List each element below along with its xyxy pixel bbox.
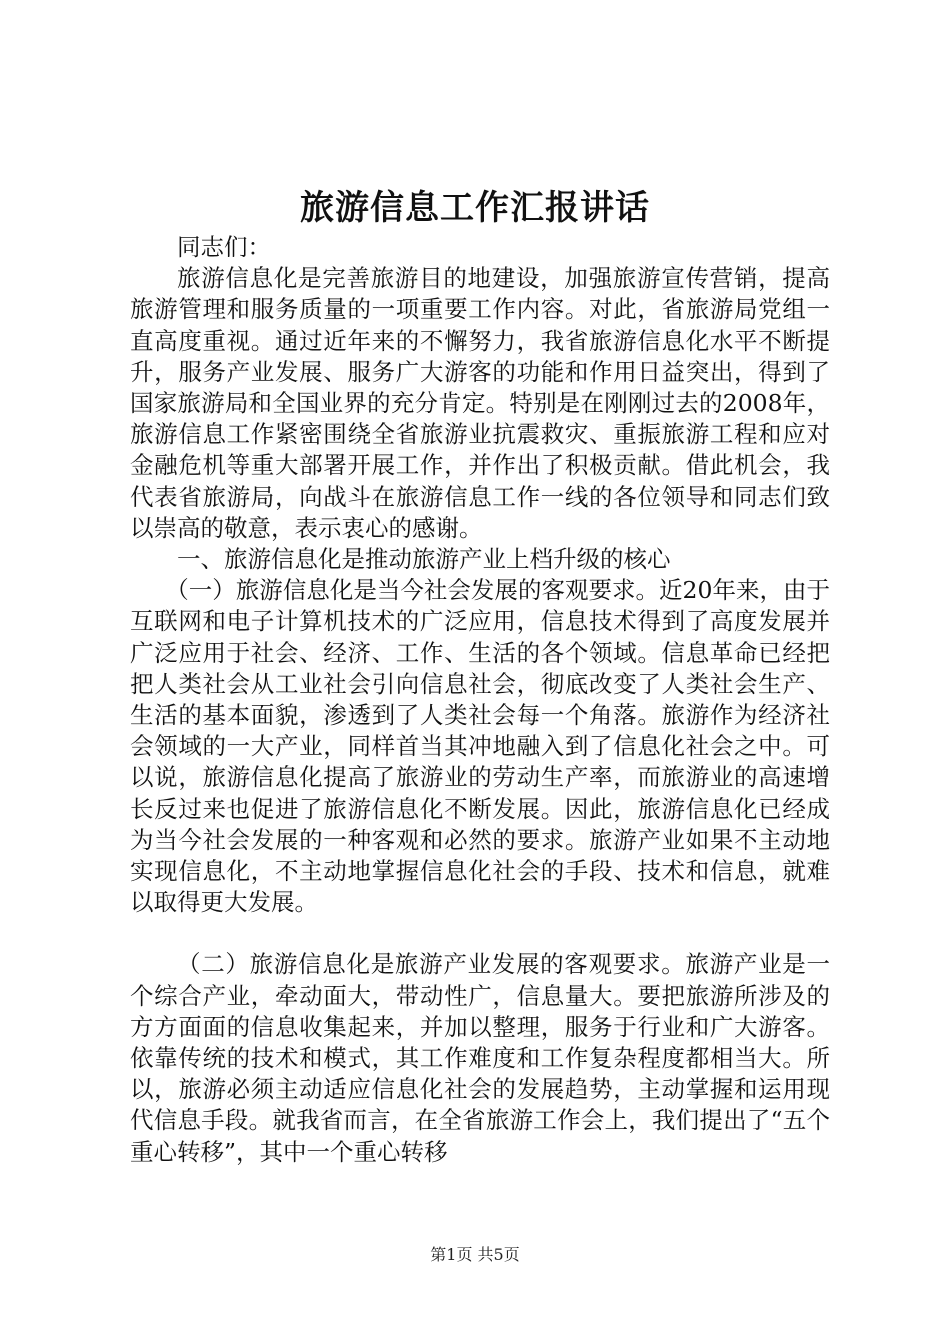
document-body <box>130 232 830 1168</box>
paragraph-subsection-1: （一）旅游信息化是当今社会发展的客观要求。近20年来，由于互联网和电子计算机技术的广泛应用，信息技术得到了高度发展并广泛应用于社会、经济、工作、生活的各个领域。信息革命已经把把人类社会从工业社会引向信息社会，彻底改变了人类社会生产、生活的基本面貌，渗透到了人类社会每一个角落。旅游作为经济社会领域的一大产业，同样首当其冲地融入到了信息化社会之中。可以说，旅游信息化提高了旅游业的劳动生产率，而旅游业的高速增长反过来也促进了旅游信息化不断发展。因此，旅游信息化已经成为当今社会发展的一种客观和必然的要求。旅游产业如果不主动地实现信息化，不主动地掌握信息化社会的手段、技术和信息，就难以取得更大发展。 <box>130 576 830 917</box>
page-footer: 第1页 共5页 <box>430 1245 520 1264</box>
greeting: 同志们： <box>177 233 271 261</box>
paragraph-subsection-2: （二）旅游信息化是旅游产业发展的客观要求。旅游产业是一个综合产业，牵动面大，带动性广，信息量大。要把旅游所涉及的方方面面的信息收集起来，并加以整理，服务于行业和广大游客。依靠传统的技术和模式，其工作难度和工作复杂程度都相当大。所以，旅游必须主动适应信息化社会的发展趋势，主动掌握和运用现代信息手段。就我省而言，在全省旅游工作会上，我们提出了“五个重心转移”，其中一个重心转移 <box>130 950 830 1166</box>
document-title: 旅游信息工作汇报讲话 <box>300 188 650 228</box>
paragraph-spacer <box>130 918 830 949</box>
paragraph-intro: 旅游信息化是完善旅游目的地建设，加强旅游宣传营销，提高旅游管理和服务质量的一项重要工作内容。对此，省旅游局党组一直高度重视。通过近年来的不懈努力，我省旅游信息化水平不断提升，服务产业发展、服务广大游客的功能和作用日益突出，得到了国家旅游局和全国业界的充分肯定。特别是在刚刚过去的2008年，旅游信息工作紧密围绕全省旅游业抗震救灾、重振旅游工程和应对金融危机等重大部署开展工作，并作出了积极贡献。借此机会，我代表省旅游局，向战斗在旅游信息工作一线的各位领导和同志们致以崇高的敬意，表示衷心的感谢。 <box>130 264 830 542</box>
section-heading-1: 一、旅游信息化是推动旅游产业上档升级的核心 <box>177 545 671 574</box>
